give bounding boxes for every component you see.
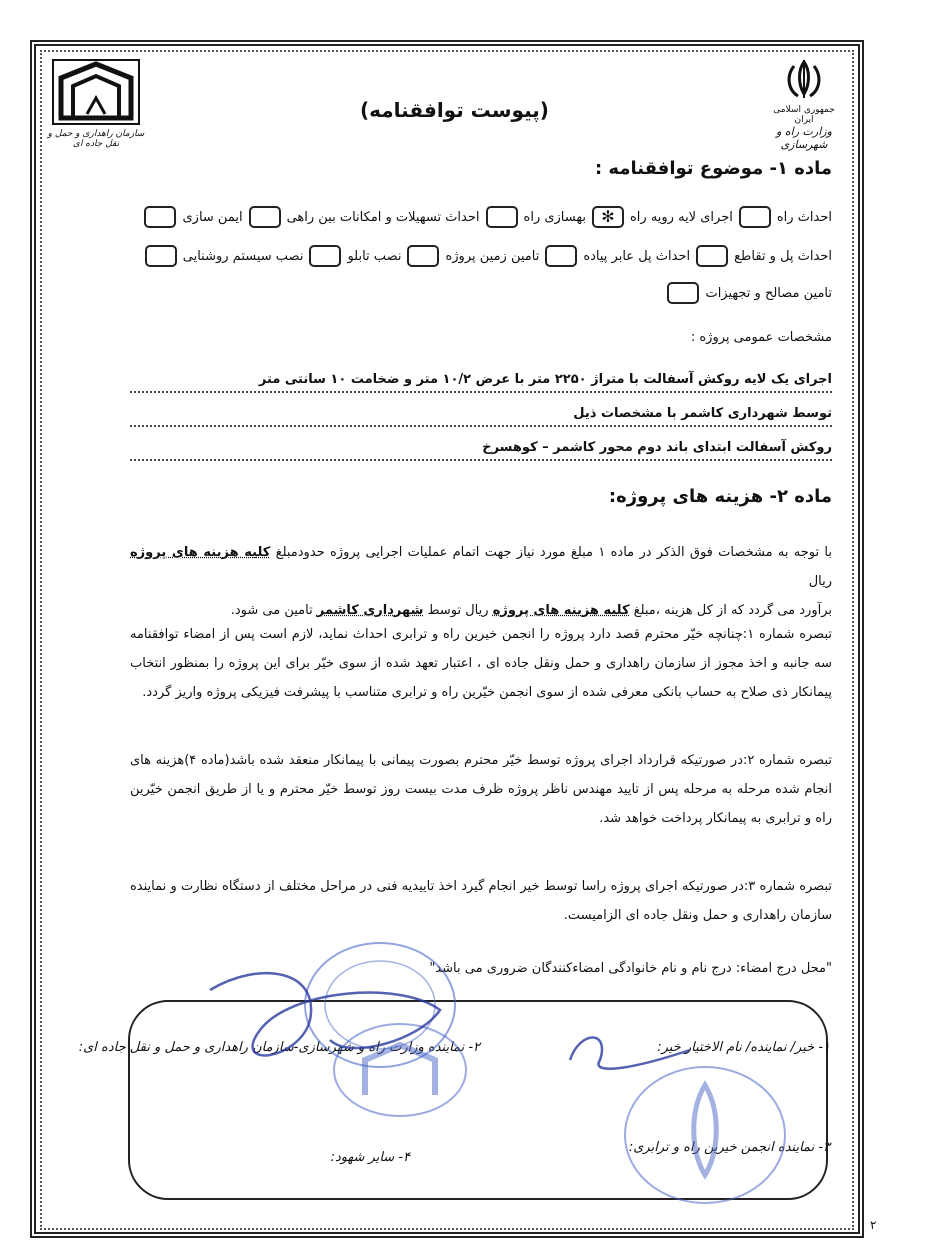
org-name: سازمان راهداری و حمل و نقل جاده ای — [47, 129, 145, 149]
option-label: ایمن سازی — [182, 209, 243, 225]
spec-line-3: روکش آسفالت ابتدای باند دوم محور کاشمر – کوهسرخ — [130, 440, 832, 461]
section1-heading: ماده ۱- موضوع توافقنامه : — [594, 158, 832, 179]
option-label: اجرای لایه رویه راه — [629, 209, 733, 225]
road-organization-logo-icon — [51, 58, 141, 126]
cost-amount: کلیه هزینه های پروژه — [130, 545, 271, 560]
option-label: احداث پل عابر پیاده — [583, 248, 691, 264]
cost-text: با توجه به مشخصات فوق الذکر در ماده ۱ مبلغ مورد نیاز جهت اتمام عملیات اجرایی پروژه حدودمبلغ — [275, 545, 833, 560]
options-row-3 — [96, 282, 832, 304]
option-checkbox[interactable] — [249, 206, 281, 228]
option-label: نصب تابلو — [347, 248, 402, 264]
option-label: تامین مصالح و تجهیزات — [705, 285, 832, 301]
option-label: احداث تسهیلات و امکانات بین راهی — [286, 209, 480, 225]
cost-text: تامین می شود. — [230, 603, 313, 618]
cost-payer: شهرداری کاشمر — [316, 603, 424, 618]
ministry-header — [764, 58, 844, 151]
spec-line-1: اجرای یک لایه روکش آسفالت با متراژ ۲۲۵۰ متر با عرض ۱۰/۲ متر و ضخامت ۱۰ سانتی متر — [130, 372, 832, 393]
option-checkbox[interactable] — [486, 206, 518, 228]
spec-line-2: توسط شهرداری کاشمر با مشخصات ذیل — [130, 406, 832, 427]
cost-paragraph — [130, 538, 832, 625]
org-header — [46, 58, 146, 149]
cost-unit: ریال — [808, 574, 832, 589]
option-label: بهسازی راه — [523, 209, 586, 225]
note-3: تبصره شماره ۳:در صورتیکه اجرای پروژه راسا توسط خیر انجام گیرد اخذ تاییدیه فنی در مراحل مختلف از دستگاه نظارت و نماینده سازمان راهداری و حمل ونقل جاده ای الزامیست. — [130, 879, 833, 923]
option-checkbox[interactable] — [545, 245, 577, 267]
signature-2-label: ۲- نماینده وزارت راه و شهرسازی-سازمان راهداری و حمل و نقل جاده ای: — [78, 1040, 480, 1055]
signature-box — [128, 1000, 828, 1200]
option-label: احداث پل و تقاطع — [734, 248, 832, 264]
option-label: تامین زمین پروژه — [445, 248, 540, 264]
specs-label: مشخصات عمومی پروژه : — [690, 330, 832, 345]
cost-text: ریال توسط — [427, 603, 489, 618]
option-checkbox[interactable] — [696, 245, 728, 267]
signature-1-label: ۱- خیر/ نماینده/ نام الاختیار خیر: — [657, 1040, 830, 1055]
emblem-line-2: وزارت راه و شهرسازی — [776, 125, 832, 151]
option-checkbox[interactable] — [667, 282, 699, 304]
option-checkbox[interactable] — [145, 245, 177, 267]
option-checkbox-checked[interactable]: ✻ — [592, 206, 624, 228]
cost-amount: کلیه هزینه های پروژه — [492, 603, 630, 618]
option-label: نصب سیستم روشنایی — [182, 248, 304, 264]
signature-3-label: ۳- نماینده انجمن خیرین راه و ترابری: — [628, 1140, 830, 1155]
signature-note: "محل درج امضاء: درج نام و نام خانوادگی امضاءکنندگان ضروری می باشد" — [429, 961, 832, 976]
cost-text: برآورد می گردد که از کل هزینه ،مبلغ — [633, 603, 832, 618]
option-label: احداث راه — [776, 209, 832, 225]
note-2: تبصره شماره ۲:در صورتیکه قرارداد اجرای پروژه توسط خیّر محترم بصورت پیمانی با پیمانکار منعقد شده باشد(ماده ۴)هزینه های انجام شده مرحله به مرحله پس از تایید مهندس ناظر پروژه ظرف مدت بیست روز توسط خیّر محترم و یا از طریق انجمن خیّرین راه و ترابری به پیمانکار پرداخت خواهد شد. — [130, 753, 832, 826]
option-checkbox[interactable] — [407, 245, 439, 267]
options-row-1 — [96, 206, 832, 228]
page-number: ۲ — [870, 1218, 877, 1232]
note-1: تبصره شماره ۱:چنانچه خیّر محترم قصد دارد پروژه را انجمن خیرین راه و ترابری احداث نماید، لازم است پس از امضاء توافقنامه سه جانبه و اخذ مجوز از سازمان راهداری و حمل ونقل جاده ای ، اعتبار تعهد شده از سوی خیّر برای این پروژه را بمنظور انتخاب پیمانکار ذی صلاح به حساب بانکی معرفی شده از سوی انجمن خیّرین راه و ترابری متناسب با پیشرفت فیزیکی پروژه واریز گردد. — [130, 627, 832, 700]
signature-4-label: ۴- سایر شهود: — [330, 1150, 410, 1165]
section2-heading: ماده ۲- هزینه های پروژه: — [608, 486, 832, 507]
page-title: (پیوست توافقنامه) — [360, 98, 549, 122]
emblem-line-1: جمهوری اسلامی ایران — [773, 105, 835, 125]
option-checkbox[interactable] — [309, 245, 341, 267]
option-checkbox[interactable] — [739, 206, 771, 228]
iran-emblem-icon — [782, 58, 826, 102]
option-checkbox[interactable] — [144, 206, 176, 228]
options-row-2 — [96, 245, 832, 267]
